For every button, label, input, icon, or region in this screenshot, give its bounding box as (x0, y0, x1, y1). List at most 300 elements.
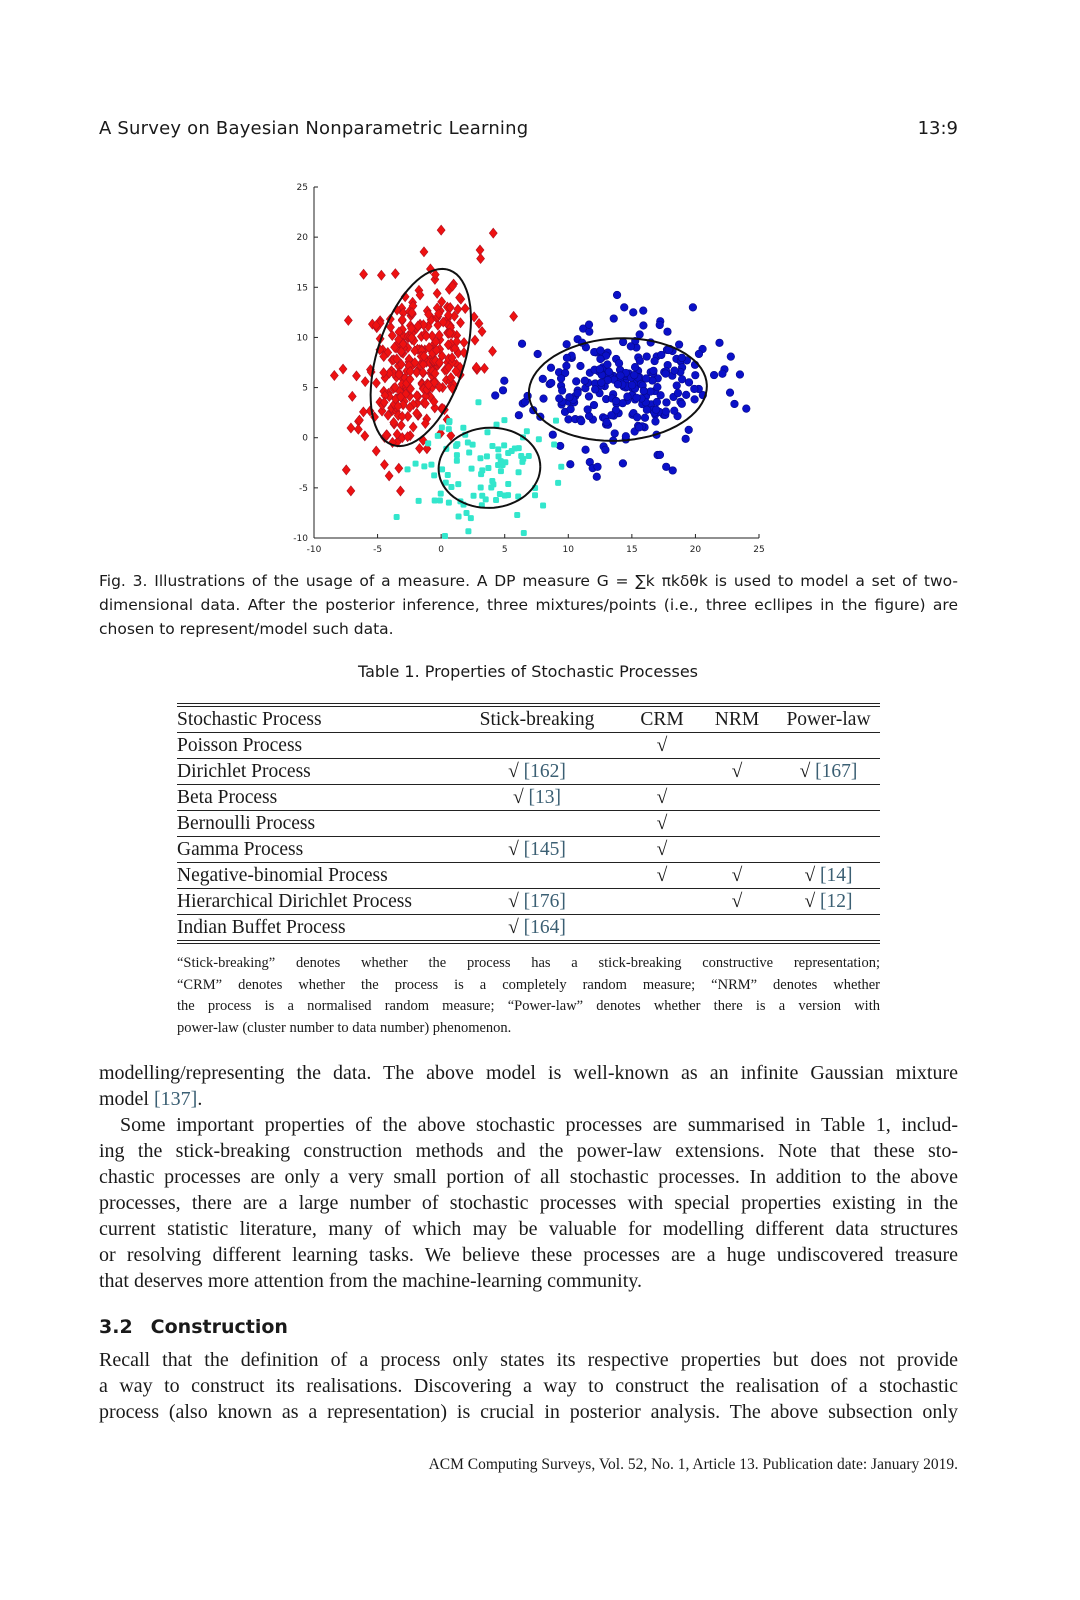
red-cluster-point (456, 318, 464, 328)
blue-cluster-point (628, 381, 636, 389)
table-cell (697, 759, 777, 785)
process-name: Beta Process (177, 786, 278, 808)
red-cluster-point (489, 346, 497, 356)
table-cell (777, 759, 880, 785)
y-tick-label: 15 (296, 283, 308, 294)
red-cluster-point (416, 444, 424, 454)
cyan-cluster-point (453, 443, 459, 449)
blue-cluster-point (584, 406, 592, 414)
red-cluster-point (330, 371, 338, 381)
checkmark: √ (804, 864, 816, 886)
red-cluster-point (391, 269, 399, 279)
blue-cluster-point (501, 377, 509, 385)
y-tick-label: 0 (302, 433, 308, 444)
red-cluster-point (476, 245, 484, 255)
table-cell (447, 733, 627, 759)
text-line: a way to construct its realisations. Discovering a way to construct the realisation of a stochastic (99, 1375, 958, 1397)
figure-caption (99, 569, 958, 641)
red-cluster-point (477, 254, 485, 264)
blue-cluster-point (690, 385, 698, 393)
process-name: Indian Buffet Process (177, 916, 346, 938)
cyan-cluster-point (439, 424, 445, 430)
red-cluster-point (348, 391, 356, 401)
blue-cluster-point (685, 379, 693, 387)
red-cluster-point (385, 471, 393, 481)
table-row (177, 759, 880, 785)
blue-cluster-point (577, 362, 585, 370)
running-title: A Survey on Bayesian Nonparametric Learning (99, 118, 529, 139)
cyan-cluster-point (468, 515, 474, 521)
blue-cluster-point (491, 392, 499, 400)
cyan-cluster-point (489, 443, 495, 449)
table-cell (627, 837, 697, 863)
citation-link[interactable]: [137] (154, 1088, 198, 1110)
cyan-cluster-point (465, 528, 471, 534)
note-line: power-law (cluster number to data number) phenomenon. (177, 1019, 512, 1036)
red-cluster-point (361, 431, 369, 441)
blue-cluster-point (710, 371, 718, 379)
y-tick-label: 25 (296, 183, 308, 193)
table-cell (627, 733, 697, 759)
blue-cluster-point (612, 397, 620, 405)
red-cluster-point (377, 270, 385, 280)
section-heading (99, 1316, 288, 1338)
checkmark: √ (512, 786, 524, 808)
cyan-cluster-point (456, 513, 462, 519)
table-cell (447, 759, 627, 785)
blue-cluster-point (556, 442, 564, 450)
table-cell (777, 863, 880, 889)
blue-cluster-point (736, 371, 744, 379)
table-cell (447, 915, 627, 943)
process-name: Bernoulli Process (177, 812, 316, 834)
checkmark: √ (508, 916, 519, 938)
x-tick-label: 25 (753, 545, 765, 555)
blue-cluster-point (636, 331, 644, 339)
cyan-cluster-point (485, 465, 491, 471)
text-line: Some important properties of the above stochastic processes are summarised in Table 1, includ- (120, 1114, 958, 1136)
section-title: Construction (150, 1316, 288, 1338)
blue-cluster-point (597, 379, 605, 387)
red-cluster-point (372, 378, 380, 388)
blue-cluster-point (682, 391, 690, 399)
red-cluster-point (347, 486, 355, 496)
x-tick-label: 20 (689, 545, 702, 555)
blue-cluster-point (662, 370, 670, 378)
red-cluster-point (397, 420, 405, 430)
blue-cluster-point (662, 408, 670, 416)
blue-cluster-point (572, 378, 580, 386)
x-tick-label: -5 (373, 545, 383, 555)
red-cluster-point (354, 424, 362, 434)
section-number: 3.2 (99, 1316, 133, 1338)
blue-cluster-point (574, 389, 582, 397)
cyan-cluster-point (501, 442, 507, 448)
blue-cluster-point (636, 357, 644, 365)
cyan-cluster-point (532, 492, 538, 498)
blue-cluster-point (624, 393, 632, 401)
blue-cluster-point (716, 339, 724, 347)
blue-cluster-point (633, 413, 641, 421)
blue-cluster-point (563, 354, 571, 362)
cyan-cluster-point (466, 450, 472, 456)
cyan-cluster-point (439, 466, 445, 472)
table-title: Table 1. Properties of Stochastic Processes (357, 662, 699, 681)
cyan-cluster-point (484, 453, 490, 459)
blue-cluster-point (615, 359, 623, 367)
cyan-cluster-point (435, 433, 441, 439)
cyan-cluster-point (416, 498, 422, 504)
red-cluster-point (510, 311, 518, 321)
red-cluster-point (437, 225, 445, 235)
checkmark: √ (508, 760, 519, 782)
red-cluster-point (489, 228, 497, 238)
cyan-cluster-point (478, 485, 484, 491)
cyan-cluster-point (478, 471, 484, 477)
checkmark: √ (656, 838, 668, 860)
blue-cluster-point (619, 460, 627, 468)
table-cell (697, 863, 777, 889)
blue-cluster-point (594, 463, 602, 471)
blue-cluster-point (602, 446, 610, 454)
table-cell (697, 915, 777, 943)
checkmark: √ (656, 734, 668, 756)
blue-cluster-point (611, 430, 619, 438)
blue-cluster-point (547, 379, 555, 387)
x-tick-label: -10 (306, 545, 322, 555)
red-cluster-point (347, 423, 355, 433)
cyan-cluster-point (489, 478, 495, 484)
x-tick-label: 0 (438, 545, 445, 555)
red-cluster-point (396, 486, 404, 496)
cyan-cluster-point (479, 493, 485, 499)
cyan-cluster-point (477, 455, 483, 461)
blue-cluster-point (558, 387, 566, 395)
red-cluster-point (361, 377, 369, 387)
column-header: Stick-breaking (479, 708, 595, 730)
cyan-cluster-point (518, 453, 524, 459)
process-name: Negative-binomial Process (177, 864, 388, 886)
citation-link[interactable]: [145] (523, 838, 566, 860)
cyan-cluster-point (555, 480, 561, 486)
checkmark: √ (799, 760, 811, 782)
scatter-plot-figure (280, 175, 780, 565)
blue-cluster-point (656, 321, 664, 329)
cyan-cluster-point (524, 428, 530, 434)
table-cell (447, 811, 627, 837)
red-cluster-point (380, 460, 388, 470)
blue-cluster-point (664, 328, 672, 336)
text-line: current statistic literature, many of which may be valuable for modelling different data structures (99, 1218, 958, 1240)
blue-cluster-point (567, 460, 575, 468)
column-header: CRM (640, 708, 684, 730)
text: . (197, 1088, 203, 1110)
cyan-cluster-point (558, 464, 564, 470)
red-cluster-point (352, 371, 360, 381)
red-cluster-point (395, 463, 403, 473)
cyan-cluster-point (484, 429, 490, 435)
column-header: NRM (714, 708, 760, 730)
blue-cluster-point (674, 389, 682, 397)
table-cell (777, 837, 880, 863)
x-tick-label: 5 (501, 545, 508, 555)
cyan-cluster-point (437, 498, 443, 504)
cyan-cluster-point (413, 461, 419, 467)
cyan-cluster-point (469, 466, 475, 472)
cyan-cluster-point (505, 450, 511, 456)
process-name: Poisson Process (177, 734, 303, 756)
caption-line: dimensional data. After the posterior inference, three mixtures/points (i.e., three ecllipes in the figure) are (99, 596, 958, 614)
blue-cluster-point (691, 396, 699, 404)
blue-cluster-point (742, 405, 750, 413)
y-tick-label: -5 (299, 483, 308, 494)
citation-link[interactable]: [13] (528, 786, 562, 808)
text-line: that deserves more attention from the machine-learning community. (99, 1270, 642, 1292)
table-header-row (177, 705, 880, 733)
table-row (177, 863, 880, 889)
y-tick-label: -10 (293, 534, 308, 544)
blue-cluster-point (727, 353, 735, 361)
cyan-cluster-point (540, 502, 546, 508)
blue-cluster-point (630, 371, 638, 379)
blue-cluster-point (652, 418, 660, 426)
table-cell (777, 811, 880, 837)
table-cell (777, 785, 880, 811)
blue-cluster-point (652, 406, 660, 414)
red-cluster-point (433, 288, 441, 298)
blue-cluster-point (653, 398, 661, 406)
blue-cluster-point (610, 315, 618, 323)
process-name: Dirichlet Process (177, 760, 311, 782)
checkmark: √ (656, 864, 668, 886)
blue-cluster-point (547, 364, 555, 372)
red-cluster-point (420, 247, 428, 257)
page-footer: ACM Computing Surveys, Vol. 52, No. 1, Article 13. Publication date: January 2019. (428, 1456, 958, 1473)
table-cell (697, 733, 777, 759)
blue-cluster-point (656, 451, 664, 459)
checkmark: √ (508, 890, 519, 912)
cyan-cluster-point (471, 493, 477, 499)
text-line: or resolving different learning tasks. We believe these processes are a huge undiscovered treasure (99, 1244, 958, 1266)
blue-cluster-point (640, 322, 648, 330)
cyan-cluster-point (553, 418, 559, 424)
table-cell (697, 889, 777, 915)
table-row (177, 915, 880, 943)
cyan-cluster-point (455, 481, 461, 487)
citation-link[interactable]: [176] (523, 890, 566, 912)
blue-cluster-point (540, 395, 548, 403)
blue-cluster-point (585, 328, 593, 336)
cyan-cluster-point (447, 418, 453, 424)
table-cell (447, 889, 627, 915)
blue-cluster-point (518, 340, 526, 348)
red-cluster-point (342, 465, 350, 475)
checkmark: √ (804, 890, 816, 912)
table-row (177, 811, 880, 837)
cyan-cluster-point (446, 500, 452, 506)
cyan-cluster-point (428, 462, 434, 468)
blue-cluster-point (682, 435, 690, 443)
cyan-cluster-point (454, 458, 460, 464)
blue-cluster-point (614, 381, 622, 389)
blue-cluster-point (608, 411, 616, 419)
cyan-cluster-point (498, 458, 504, 464)
table-cell (447, 785, 627, 811)
blue-cluster-point (619, 338, 627, 346)
cyan-cluster-point (445, 472, 451, 478)
table-note (177, 953, 880, 1039)
blue-cluster-point (617, 372, 625, 380)
blue-cluster-point (566, 393, 574, 401)
cyan-cluster-point (438, 491, 444, 497)
blue-cluster-point (719, 370, 727, 378)
cyan-cluster-point (446, 426, 452, 432)
red-cluster-point (359, 407, 367, 417)
paragraph (99, 1060, 958, 1112)
red-cluster-point (460, 338, 468, 348)
red-cluster-point (372, 446, 380, 456)
table-cell (627, 915, 697, 943)
table-cell (627, 785, 697, 811)
text: model (99, 1088, 154, 1110)
cyan-cluster-point (494, 422, 500, 428)
cyan-cluster-point (501, 417, 507, 423)
red-cluster-point (360, 269, 368, 279)
blue-cluster-point (557, 375, 565, 383)
table-cell (697, 811, 777, 837)
blue-cluster-point (663, 399, 671, 407)
caption-line: chosen to represent/model such data. (99, 620, 394, 638)
blue-cluster-point (613, 291, 621, 299)
note-line: the process is a normalised random measure; “Power-law” denotes whether there is a version with (177, 998, 880, 1014)
cyan-cluster-point (425, 440, 431, 446)
checkmark: √ (731, 864, 743, 886)
column-header: Stochastic Process (177, 708, 322, 730)
blue-cluster-point (640, 387, 648, 395)
cyan-cluster-point (442, 533, 448, 539)
process-name: Hierarchical Dirichlet Process (177, 890, 412, 912)
blue-cluster-point (639, 307, 647, 315)
blue-cluster-point (549, 431, 557, 439)
table-cell (697, 785, 777, 811)
properties-table (177, 703, 880, 944)
table-row (177, 889, 880, 915)
blue-cluster-point (651, 357, 659, 365)
blue-cluster-point (629, 309, 637, 317)
blue-cluster-point (585, 321, 593, 329)
blue-cluster-point (654, 383, 662, 391)
blue-cluster-point (597, 355, 605, 363)
citation-link[interactable]: [12] (820, 890, 853, 912)
cyan-cluster-point (493, 497, 499, 503)
page-number: 13:9 (917, 118, 958, 139)
table-cell (777, 915, 880, 943)
cyan-cluster-point (460, 425, 466, 431)
citation-link[interactable]: [14] (820, 864, 853, 886)
cyan-cluster-point (514, 512, 520, 518)
blue-cluster-point (673, 382, 681, 390)
blue-cluster-point (662, 463, 670, 471)
blue-cluster-point (670, 407, 678, 415)
blue-cluster-point (695, 350, 703, 358)
citation-link[interactable]: [164] (523, 916, 566, 938)
cyan-cluster-point (519, 459, 525, 465)
cyan-cluster-point (405, 466, 411, 472)
cyan-cluster-point (464, 510, 470, 516)
citation-link[interactable]: [167] (815, 760, 858, 782)
cyan-cluster-point (495, 446, 501, 452)
blue-cluster-point (555, 395, 563, 403)
blue-cluster-point (604, 361, 612, 369)
blue-cluster-point (534, 350, 542, 358)
x-tick-label: 10 (562, 545, 575, 555)
citation-link[interactable]: [162] (523, 760, 566, 782)
blue-cluster-point (567, 405, 575, 413)
cyan-cluster-point (505, 481, 511, 487)
blue-cluster-point (605, 368, 613, 376)
blue-cluster-point (591, 386, 599, 394)
caption-line: Fig. 3. Illustrations of the usage of a measure. A DP measure G = ∑k πkδθk is used to model a set of two- (99, 572, 958, 590)
cyan-cluster-point (551, 442, 557, 448)
blue-cluster-point (593, 473, 601, 481)
text-line: chastic processes are only a very small portion of all stochastic processes. In addition to the above (99, 1166, 958, 1188)
note-line: “Stick-breaking” denotes whether the process has a stick-breaking constructive representation; (177, 955, 880, 971)
blue-cluster-point (539, 375, 547, 383)
blue-cluster-point (689, 304, 697, 312)
blue-cluster-point (643, 353, 651, 361)
table-cell (777, 889, 880, 915)
cyan-cluster-point (526, 453, 532, 459)
text-line: process (also known as a representation) is crucial in posterior analysis. The above subsection only (99, 1401, 958, 1423)
table-cell (627, 759, 697, 785)
text-line: Recall that the definition of a process only states its respective properties but does not provide (99, 1349, 958, 1371)
cyan-cluster-point (516, 469, 522, 475)
blue-cluster-point (678, 400, 686, 408)
checkmark: √ (731, 890, 743, 912)
blue-cluster-point (633, 394, 641, 402)
cyan-cluster-point (465, 440, 471, 446)
checkmark: √ (656, 786, 668, 808)
cyan-cluster-point (498, 468, 504, 474)
table-cell (447, 863, 627, 889)
cyan-cluster-point (536, 436, 542, 442)
blue-cluster-point (726, 389, 734, 397)
text-line: processes, there are a large number of stochastic processes with special properties existing in the (99, 1192, 958, 1214)
blue-cluster-point (671, 367, 679, 375)
x-tick-label: 15 (626, 545, 638, 555)
blue-cluster-point (678, 354, 686, 362)
red-cluster-point (461, 304, 469, 314)
text-line (99, 1086, 958, 1112)
checkmark: √ (508, 838, 519, 860)
note-line: “CRM” denotes whether the process is a completely random measure; “NRM” denotes whether (177, 976, 880, 993)
blue-cluster-point (620, 304, 628, 312)
table-cell (447, 837, 627, 863)
blue-cluster-point (515, 411, 523, 419)
blue-cluster-point (691, 371, 699, 379)
blue-cluster-point (563, 362, 571, 370)
checkmark: √ (656, 812, 668, 834)
table-row (177, 785, 880, 811)
blue-cluster-point (678, 375, 686, 383)
blue-cluster-point (603, 418, 611, 426)
blue-cluster-point (650, 367, 658, 375)
text-line: modelling/representing the data. The above model is well-known as an infinite Gaussian mixture (99, 1062, 958, 1084)
blue-cluster-point (643, 406, 651, 414)
blue-cluster-point (685, 426, 693, 434)
column-header: Power-law (786, 708, 871, 730)
cyan-cluster-point (421, 463, 427, 469)
